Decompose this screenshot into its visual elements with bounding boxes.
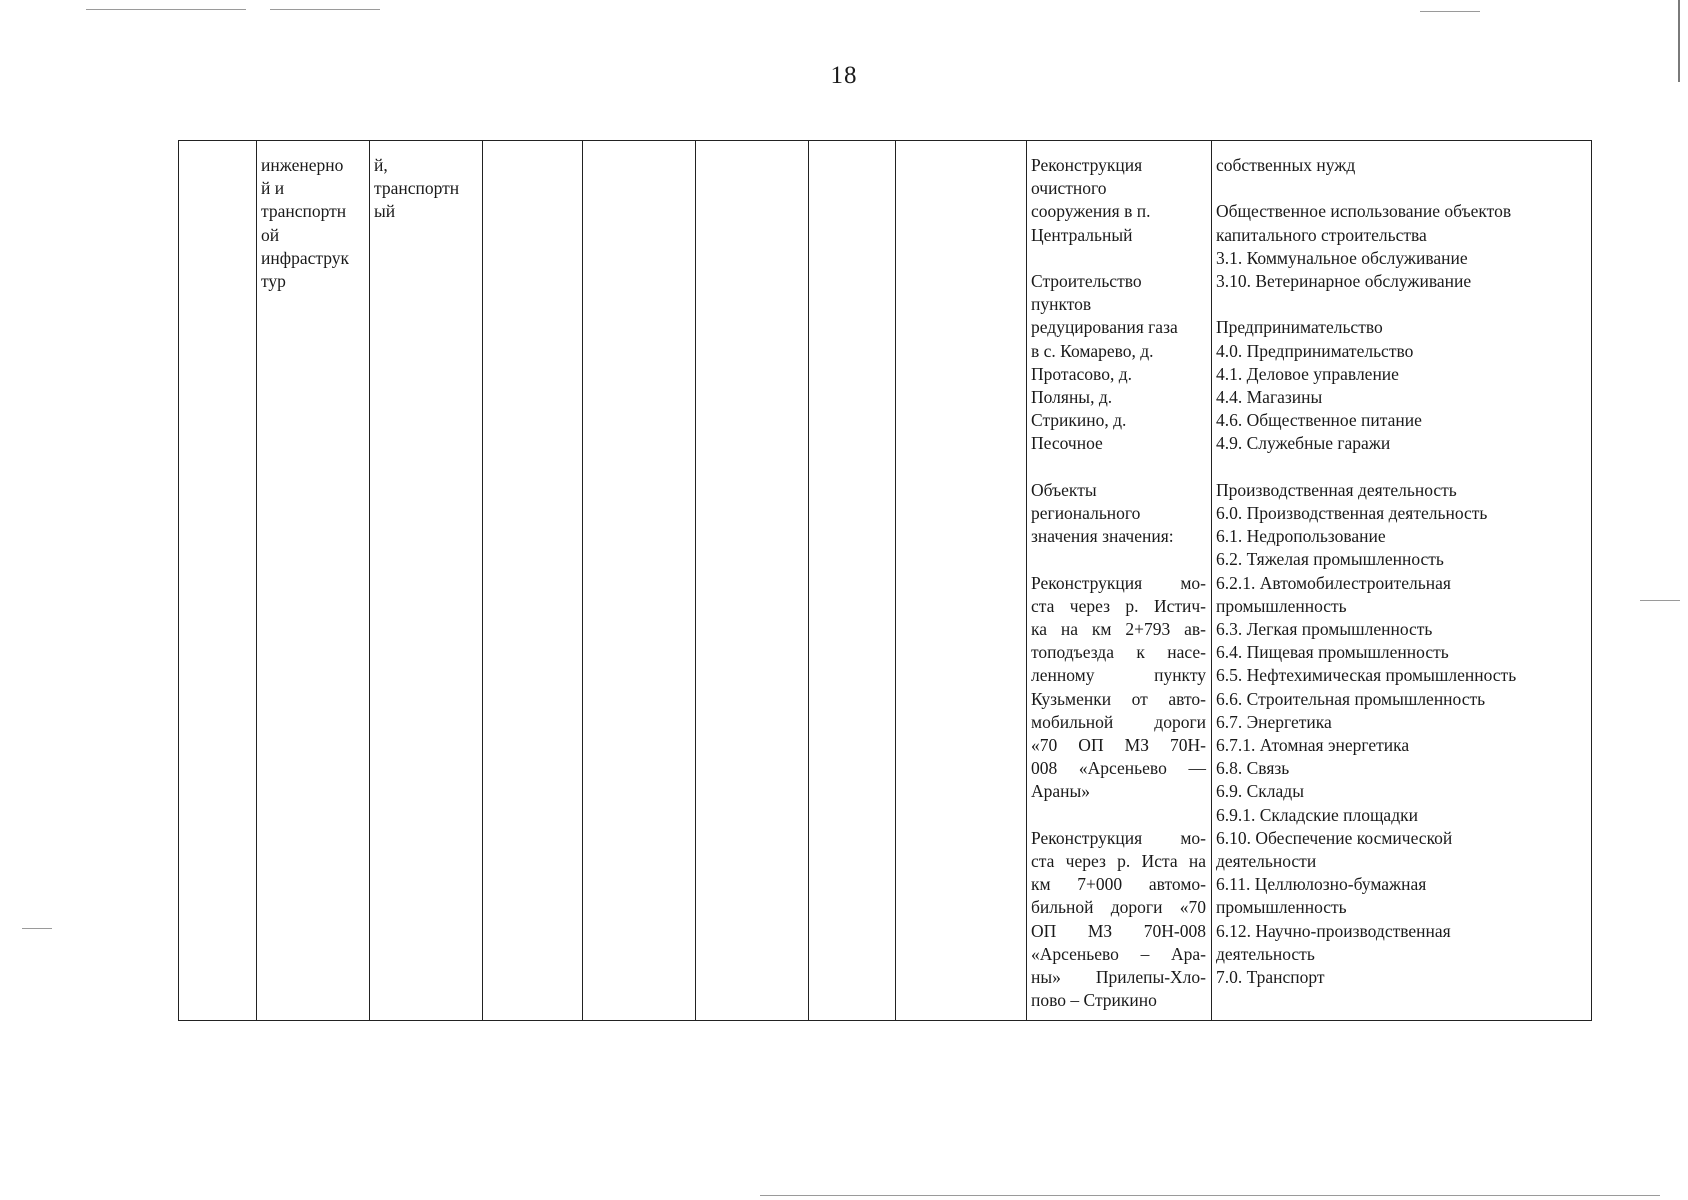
- permitted-use-line: 4.0. Предпринимательство: [1216, 340, 1414, 361]
- permitted-use-line: 6.12. Научно-производственная: [1216, 920, 1451, 941]
- planned-object-line: ста через р. Иста на: [1031, 851, 1206, 872]
- table-cell-col6: [696, 141, 809, 1021]
- zone-purpose-line: тур: [261, 271, 286, 292]
- zone-purpose-text: [261, 154, 364, 293]
- permitted-use-line: 6.6. Строительная промышленность: [1216, 688, 1486, 709]
- table-cell-zone-purpose: [257, 141, 370, 1021]
- planned-object-line: сооружения в п.: [1031, 201, 1151, 222]
- planned-object-line: мобильной дороги: [1031, 711, 1206, 732]
- blank-line: [1216, 293, 1586, 316]
- table-cell-permitted-uses: [1212, 141, 1592, 1021]
- planned-object-line: редуцирования газа: [1031, 317, 1178, 338]
- scan-artifact-top-right: [1420, 11, 1480, 12]
- land-use-table: [178, 140, 1592, 1021]
- planned-object-line: «70 ОП МЗ 70Н-: [1031, 735, 1206, 756]
- planned-object-line: значения значения:: [1031, 526, 1174, 547]
- permitted-use-line: 6.7. Энергетика: [1216, 711, 1332, 732]
- permitted-use-line: капитального строительства: [1216, 224, 1427, 245]
- planned-object-line: очистного: [1031, 178, 1107, 199]
- permitted-use-line: 3.1. Коммунальное обслуживание: [1216, 247, 1468, 268]
- planned-object-line: Кузьменки от авто-: [1031, 688, 1206, 709]
- permitted-use-line: деятельности: [1216, 851, 1317, 872]
- planned-object-line: Поляны, д.: [1031, 387, 1113, 408]
- zone-purpose-line: инженерно: [261, 155, 344, 175]
- permitted-use-line: 6.3. Легкая промышленность: [1216, 619, 1433, 640]
- page-number: 18: [830, 62, 858, 89]
- blank-line: [1216, 456, 1586, 479]
- zone-purpose-line: транспортн: [261, 201, 347, 222]
- blank-line: [1031, 804, 1206, 827]
- permitted-use-line: 6.5. Нефтехимическая промышленность: [1216, 665, 1517, 686]
- planned-object-line: Центральный: [1031, 224, 1133, 245]
- permitted-use-line: 6.4. Пищевая промышленность: [1216, 642, 1449, 663]
- planned-object-line: регионального: [1031, 503, 1141, 524]
- scan-artifact-right-mark: [1640, 600, 1680, 601]
- table-cell-planned-objects: [1027, 141, 1212, 1021]
- permitted-use-line: 4.4. Магазины: [1216, 387, 1323, 407]
- zone-purpose-line: инфраструк: [261, 247, 349, 268]
- planned-object-line: бильной дороги «70: [1031, 897, 1206, 918]
- permitted-use-line: Предпринимательство: [1216, 317, 1383, 338]
- zone-type-text: [374, 154, 477, 224]
- permitted-use-line: 6.2.1. Автомобилестроительная: [1216, 572, 1451, 593]
- permitted-use-line: собственных нужд: [1216, 155, 1356, 175]
- permitted-use-line: 6.7.1. Атомная энергетика: [1216, 735, 1410, 756]
- permitted-use-line: 4.1. Деловое управление: [1216, 363, 1399, 384]
- table-cell-col5: [583, 141, 696, 1021]
- planned-object-line: топодъезда к насе-: [1031, 642, 1206, 663]
- permitted-uses-text: [1216, 154, 1586, 989]
- scan-artifact-top-left: [86, 9, 246, 10]
- planned-object-line: ны» Прилепы-Хло-: [1031, 967, 1206, 988]
- planned-object-line: Стрикино, д.: [1031, 410, 1127, 431]
- permitted-use-line: 6.2. Тяжелая промышленность: [1216, 549, 1444, 570]
- planned-objects-text: [1031, 154, 1206, 1012]
- table-cell-col4: [483, 141, 583, 1021]
- scan-artifact-left-mark: [22, 928, 52, 929]
- permitted-use-line: 4.9. Служебные гаражи: [1216, 433, 1391, 454]
- planned-object-line: ОП МЗ 70Н-008: [1031, 920, 1206, 941]
- permitted-use-line: 3.10. Ветеринарное обслуживание: [1216, 271, 1472, 291]
- permitted-use-line: 4.6. Общественное питание: [1216, 410, 1422, 431]
- planned-object-line: Объекты: [1031, 479, 1097, 500]
- planned-object-line: Строительство: [1031, 271, 1142, 291]
- planned-object-line: пово – Стрикино: [1031, 990, 1157, 1011]
- permitted-use-line: 6.9.1. Складские площадки: [1216, 804, 1418, 825]
- blank-line: [1031, 247, 1206, 270]
- planned-object-line: Реконструкция: [1031, 155, 1143, 175]
- table-cell-col1: [179, 141, 257, 1021]
- permitted-use-line: 7.0. Транспорт: [1216, 967, 1325, 988]
- permitted-use-line: 6.9. Склады: [1216, 781, 1304, 802]
- scan-artifact-bottom: [760, 1195, 1660, 1196]
- table-row: [179, 141, 1592, 1021]
- permitted-use-line: 6.1. Недропользование: [1216, 526, 1386, 547]
- permitted-use-line: 6.0. Производственная деятельность: [1216, 503, 1488, 523]
- table-cell-col8: [896, 141, 1027, 1021]
- permitted-use-line: 6.10. Обеспечение космической: [1216, 827, 1453, 848]
- planned-object-line: пунктов: [1031, 294, 1092, 315]
- planned-object-line: «Арсеньево – Ара-: [1031, 943, 1206, 964]
- zone-type-line: ый: [374, 201, 396, 222]
- planned-object-line: ста через р. Истич-: [1031, 595, 1206, 616]
- permitted-use-line: 6.11. Целлюлозно-бумажная: [1216, 874, 1427, 895]
- zone-purpose-line: й и: [261, 178, 285, 199]
- planned-object-line: Песочное: [1031, 433, 1103, 454]
- planned-object-line: Протасово, д.: [1031, 363, 1132, 384]
- scan-artifact-top-left-2: [270, 9, 380, 10]
- planned-object-line: ка на км 2+793 ав-: [1031, 619, 1206, 640]
- permitted-use-line: промышленность: [1216, 595, 1347, 616]
- blank-line: [1031, 456, 1206, 479]
- planned-object-line: в с. Комарево, д.: [1031, 340, 1154, 361]
- permitted-use-line: деятельность: [1216, 943, 1315, 964]
- permitted-use-line: промышленность: [1216, 897, 1347, 918]
- blank-line: [1031, 548, 1206, 571]
- table-cell-col7: [809, 141, 896, 1021]
- permitted-use-line: Производственная деятельность: [1216, 479, 1457, 500]
- zone-purpose-line: ой: [261, 224, 280, 245]
- planned-object-line: Реконструкция мо-: [1031, 827, 1206, 848]
- zone-type-line: транспортн: [374, 178, 460, 199]
- planned-object-line: км 7+000 автомо-: [1031, 874, 1206, 895]
- planned-object-line: ленному пункту: [1031, 665, 1206, 686]
- permitted-use-line: 6.8. Связь: [1216, 758, 1290, 779]
- planned-object-line: 008 «Арсеньево —: [1031, 758, 1206, 779]
- planned-object-line: Реконструкция мо-: [1031, 572, 1206, 593]
- zone-type-line: й,: [374, 155, 388, 175]
- planned-object-line: Араны»: [1031, 781, 1091, 802]
- blank-line: [1216, 177, 1586, 200]
- permitted-use-line: Общественное использование объектов: [1216, 201, 1512, 222]
- table-cell-zone-type: [370, 141, 483, 1021]
